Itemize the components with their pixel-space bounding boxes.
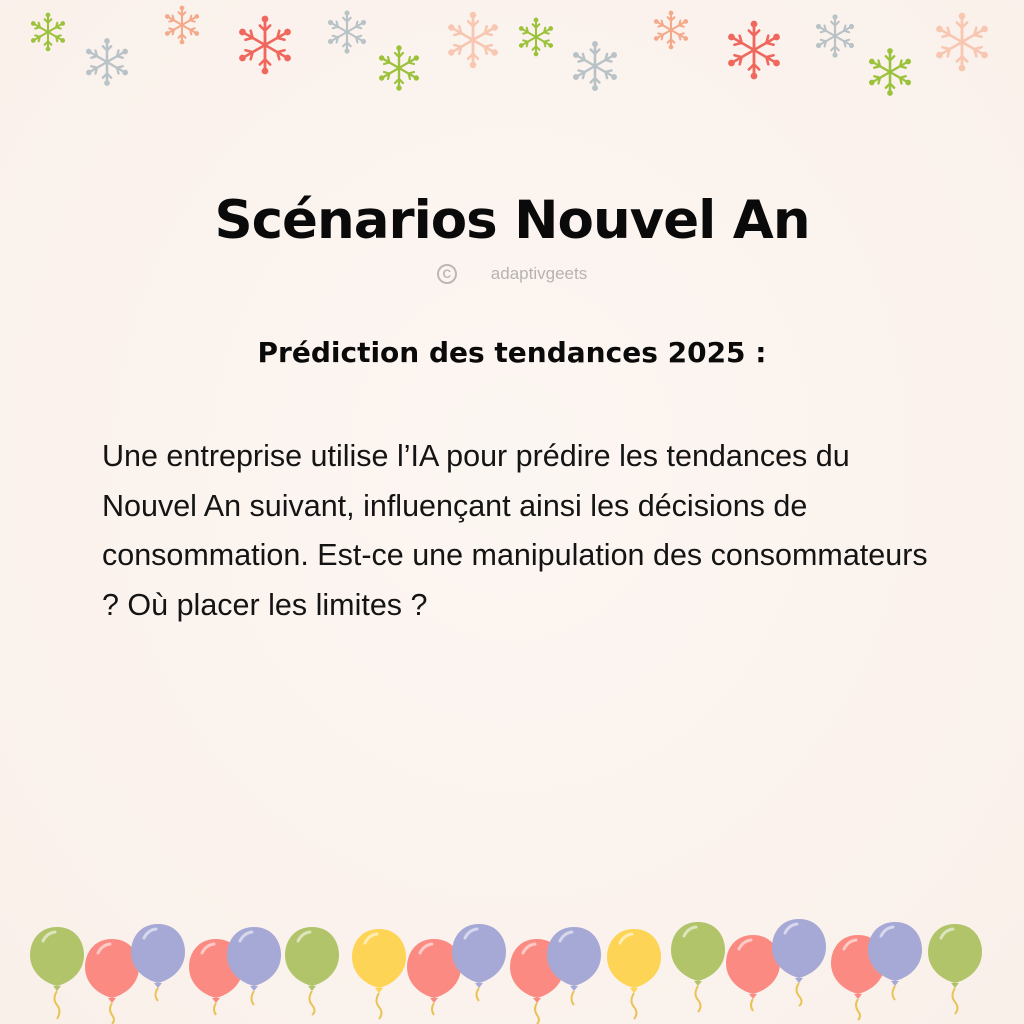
snowflake-icon (380, 46, 418, 89)
snowflake-icon (574, 42, 616, 90)
snowflake-garland (0, 0, 1024, 110)
credit-line (0, 264, 1024, 284)
balloon-icon (352, 929, 406, 1019)
balloon-icon (85, 939, 139, 1024)
balloon-icon (772, 919, 826, 1006)
page-title: Scénarios Nouvel An (214, 190, 810, 251)
scenario-text: Une entreprise utilise l’IA pour prédire les tendances du Nouvel An suivant, influençant ainsi les décisions de consommation. Est-ce une manipulation des consommateurs ? Où placer les limites ? (102, 439, 928, 622)
balloon-icon (452, 924, 506, 1001)
snowflake-icon (729, 22, 778, 78)
balloon-icon (227, 927, 281, 1005)
snowflake-icon (87, 39, 127, 84)
balloon-garland (0, 905, 1024, 1024)
snowflake-icon (329, 11, 365, 52)
balloon-icon (726, 935, 780, 1011)
snowflake-icon (166, 7, 198, 44)
snowflake-icon (449, 13, 496, 67)
balloon-icon (547, 927, 601, 1005)
scenario-heading: Prédiction des tendances 2025 : (257, 336, 767, 369)
author-handle: adaptivgeets (490, 264, 588, 283)
balloon-icon (607, 929, 661, 1019)
balloon-icon (671, 922, 725, 1012)
balloon-icon (131, 924, 185, 1001)
balloon-icon (30, 927, 84, 1019)
copyright-icon: C (437, 264, 457, 284)
snowflake-icon (937, 14, 986, 70)
balloon-icon (868, 922, 922, 1000)
snowflake-icon (870, 49, 910, 94)
balloon-icon (928, 924, 982, 1014)
snowflake-icon (32, 14, 64, 51)
snowflake-icon (240, 17, 289, 73)
snowflake-icon (655, 12, 687, 49)
snowflake-icon (520, 19, 552, 56)
snowflake-icon (817, 15, 853, 56)
balloon-icon (285, 927, 339, 1015)
